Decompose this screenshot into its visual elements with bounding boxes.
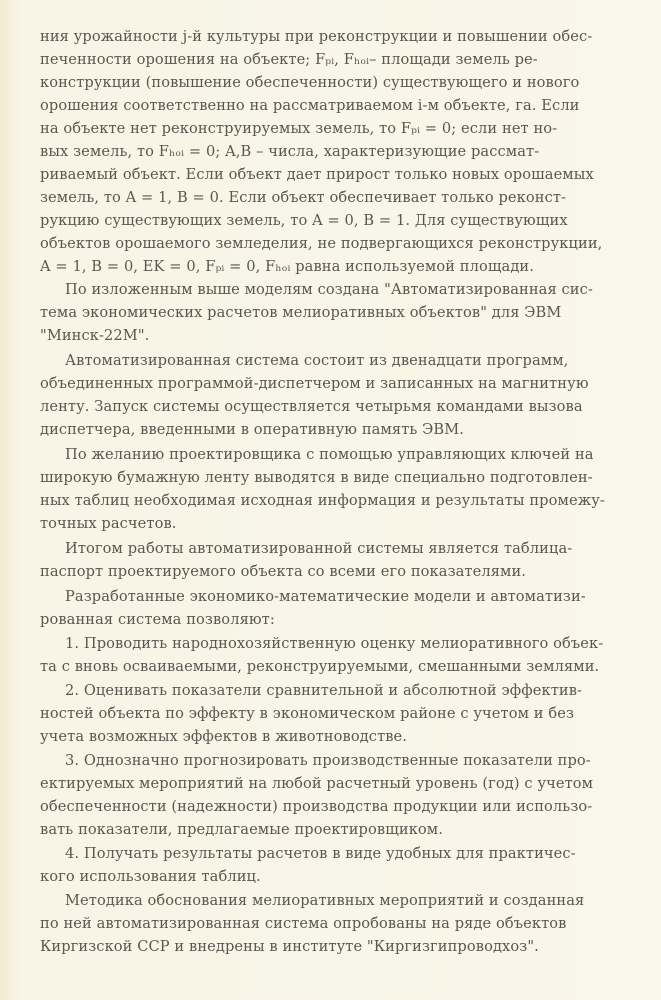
text-line: орошения соответственно на рассматриваемом i-м объекте, га. Если	[40, 97, 580, 114]
list-item-1: 1. Проводить народнохозяйственную оценку мелиоративного объек-	[65, 635, 604, 652]
text-line: ных таблиц необходимая исходная информация и результаты промежу-	[40, 492, 605, 509]
paragraph-start: По желанию проектировщика с помощью управляющих ключей на	[65, 446, 594, 463]
text-line: печенности орошения на объекте; Fₚᵢ, Fₕₒᵢ– площади земель ре-	[40, 51, 538, 68]
text-line: рованная система позволяют:	[40, 611, 275, 628]
text-line: на объекте нет реконструируемых земель, то Fₚᵢ = 0; если нет но-	[40, 120, 558, 137]
text-line: ленту. Запуск системы осуществляется четырьмя командами вызова	[40, 398, 583, 415]
text-line: та с вновь осваиваемыми, реконструируемыми, смешанными землями.	[40, 658, 600, 675]
text-line: вых земель, то Fₕₒᵢ = 0; A,B – числа, характеризующие рассмат-	[40, 143, 540, 160]
text-line: объектов орошаемого земледелия, не подвергающихся реконструкции,	[40, 235, 603, 252]
text-line: ния урожайности j-й культуры при реконструкции и повышении обес-	[40, 28, 593, 45]
text-line: учета возможных эффектов в животноводстве.	[40, 728, 408, 745]
text-line: риваемый объект. Если объект дает прирост только новых орошаемых	[40, 166, 594, 183]
paragraph-start: Разработанные экономико-математические модели и автоматизи-	[65, 588, 586, 605]
text-line: паспорт проектируемого объекта со всеми его показателями.	[40, 563, 527, 580]
text-line: обеспеченности (надежности) производства продукции или использо-	[40, 798, 593, 815]
text-line: объединенных программой-диспетчером и записанных на магнитную	[40, 375, 589, 392]
text-line: кого использования таблиц.	[40, 868, 261, 885]
text-line: тема экономических расчетов мелиоративных объектов" для ЭВМ	[40, 304, 562, 321]
text-line: ностей объекта по эффекту в экономическом районе с учетом и без	[40, 705, 575, 722]
text-line: точных расчетов.	[40, 515, 177, 532]
text-line: A = 1, B = 0, EK = 0, Fₚᵢ = 0, Fₕₒᵢ равна используемой площади.	[40, 258, 534, 275]
text-line: "Минск-22М".	[40, 327, 150, 344]
paragraph-start: Автоматизированная система состоит из двенадцати программ,	[65, 352, 569, 369]
text-line: широкую бумажную ленту выводятся в виде специально подготовлен-	[40, 469, 593, 486]
text-line: по ней автоматизированная система опробованы на ряде объектов	[40, 915, 567, 932]
text-line: земель, то A = 1, B = 0. Если объект обеспечивает только реконст-	[40, 189, 567, 206]
text-line: конструкции (повышение обеспеченности) существующего и нового	[40, 74, 580, 91]
list-item-4: 4. Получать результаты расчетов в виде удобных для практичес-	[65, 845, 576, 862]
paragraph-start: По изложенным выше моделям создана "Автоматизированная сис-	[65, 281, 593, 298]
paragraph-start: Методика обоснования мелиоративных мероприятий и созданная	[65, 892, 585, 909]
list-item-2: 2. Оценивать показатели сравнительной и абсолютной эффектив-	[65, 682, 583, 699]
text-line: Киргизской ССР и внедрены в институте "Киргизгипроводхоз".	[40, 938, 539, 955]
text-line: рукцию существующих земель, то A = 0, B = 1. Для существующих	[40, 212, 568, 229]
text-line: ектируемых мероприятий на любой расчетный уровень (год) с учетом	[40, 775, 594, 792]
list-item-3: 3. Однозначно прогнозировать производственные показатели про-	[65, 752, 591, 769]
text-line: диспетчера, введенными в оперативную память ЭВМ.	[40, 421, 465, 438]
text-line: вать показатели, предлагаемые проектировщиком.	[40, 821, 443, 838]
paragraph-start: Итогом работы автоматизированной системы является таблица-	[65, 540, 573, 557]
